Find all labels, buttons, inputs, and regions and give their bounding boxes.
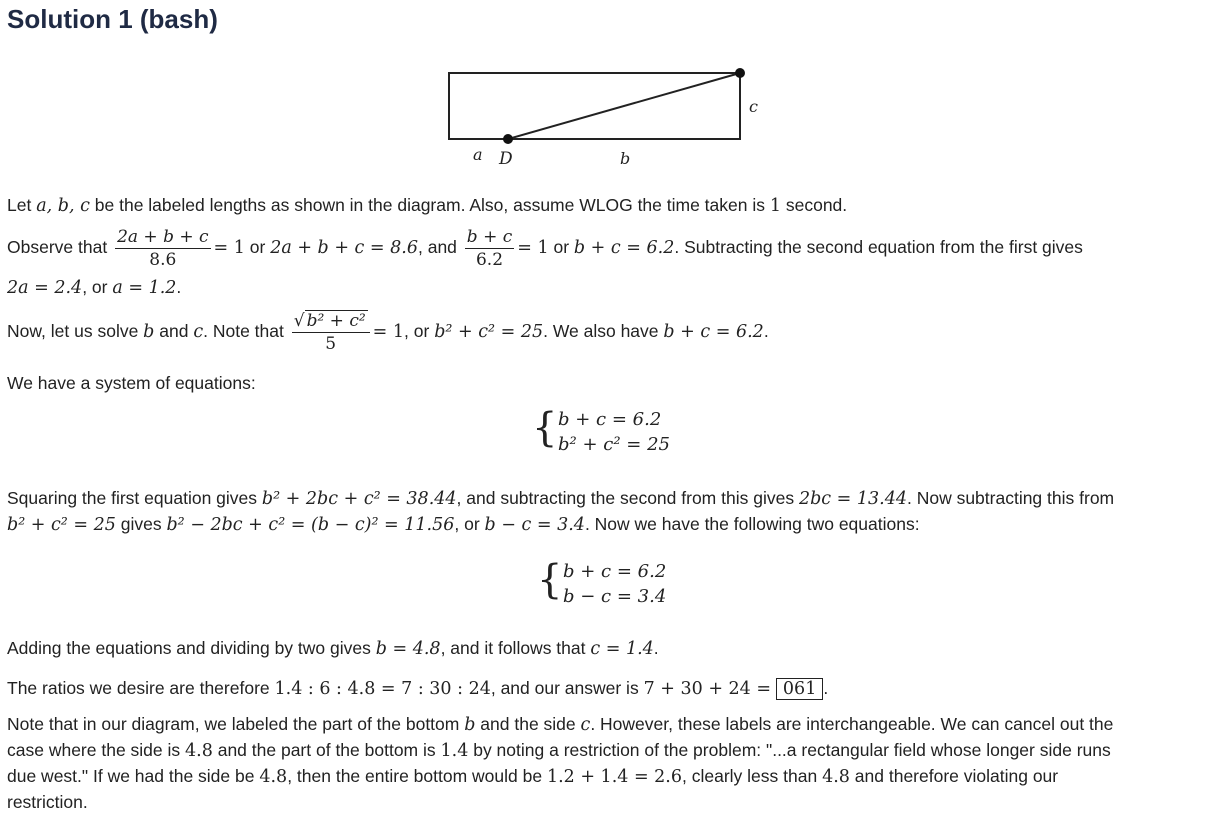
equation-system-2: { b + c = 6.2 b − c = 3.4 (537, 557, 667, 607)
label-c: c (749, 97, 758, 116)
paragraph-solve-bc: Now, let us solve b and c. Note that $\frac{\text{√ b² + c²}}{5}$ = 1, or b² + c² = 25. We also have b + c = 6.2. (7, 311, 769, 354)
system2-eq1: b + c = 6.2 (563, 561, 667, 582)
equation-system-1: { b + c = 6.2 b² + c² = 25 (532, 405, 670, 455)
paragraph-note-line1: Note that in our diagram, we labeled the part of the bottom b and the side c. However, these labels are interchangeable. We can cancel out the (7, 714, 1114, 735)
system1-eq2: b² + c² = 25 (558, 434, 670, 455)
paragraph-note-line2: case where the side is 4.8 and the part of the bottom is 1.4 by noting a restriction of the problem: "...a rectangular field whose longer side runs (7, 740, 1111, 761)
field-rectangle (449, 73, 740, 139)
label-D: D (499, 149, 513, 169)
label-a: a (473, 145, 483, 164)
paragraph-ratios: The ratios we desire are therefore 1.4 : 6 : 4.8 = 7 : 30 : 24, and our answer is 7 + 30 + 24 = 061 . (7, 678, 829, 699)
answer-box: 061 (776, 678, 823, 700)
diagonal-path (508, 73, 740, 139)
system1-eq1: b + c = 6.2 (558, 409, 662, 430)
fraction-1: $\frac{2a + b + c}{8.6}$ (117, 227, 209, 270)
paragraph-observe-line2: 2a = 2.4, or a = 1.2. (7, 277, 182, 298)
rectangle-diagram (440, 60, 780, 175)
paragraph-system-intro: We have a system of equations: (7, 373, 256, 393)
fraction-sqrt: $\frac{\text{√ b² + c²}}{5}$ (292, 310, 370, 355)
paragraph-squaring: Squaring the first equation gives b² + 2bc + c² = 38.44, and subtracting the second from this gives 2bc = 13.44. Now subtracting this from (7, 488, 1115, 509)
system2-eq2: b − c = 3.4 (563, 586, 667, 607)
paragraph-observe: Observe that $\frac{2a + b + c}{8.6}$ = 1 or 2a + b + c = 8.6, and $\frac{b + c}{6.2}$ = 1 or b + c = 6.2. Subtracting the second equation from the first gives (7, 227, 1083, 270)
paragraph-squaring-line2: b² + c² = 25 gives b² − 2bc + c² = (b − c)² = 11.56, or b − c = 3.4. Now we have the following two equations: (7, 514, 920, 535)
section-title: Solution 1 (bash) (7, 4, 218, 34)
fraction-2: $\frac{b + c}{6.2}$ (466, 227, 513, 270)
point-D (503, 134, 513, 144)
paragraph-note-line3: due west." If we had the side be 4.8, then the entire bottom would be 1.2 + 1.4 = 2.6, clearly less than 4.8 and therefore violating our (7, 766, 1059, 787)
label-b: b (620, 149, 631, 168)
paragraph-note-line4: restriction. (7, 792, 88, 812)
paragraph-adding: Adding the equations and dividing by two gives b = 4.8, and it follows that c = 1.4. (7, 638, 659, 659)
paragraph-intro: Let a, b, c be the labeled lengths as shown in the diagram. Also, assume WLOG the time taken is 1 second. (7, 195, 848, 216)
point-top-right (735, 68, 745, 78)
